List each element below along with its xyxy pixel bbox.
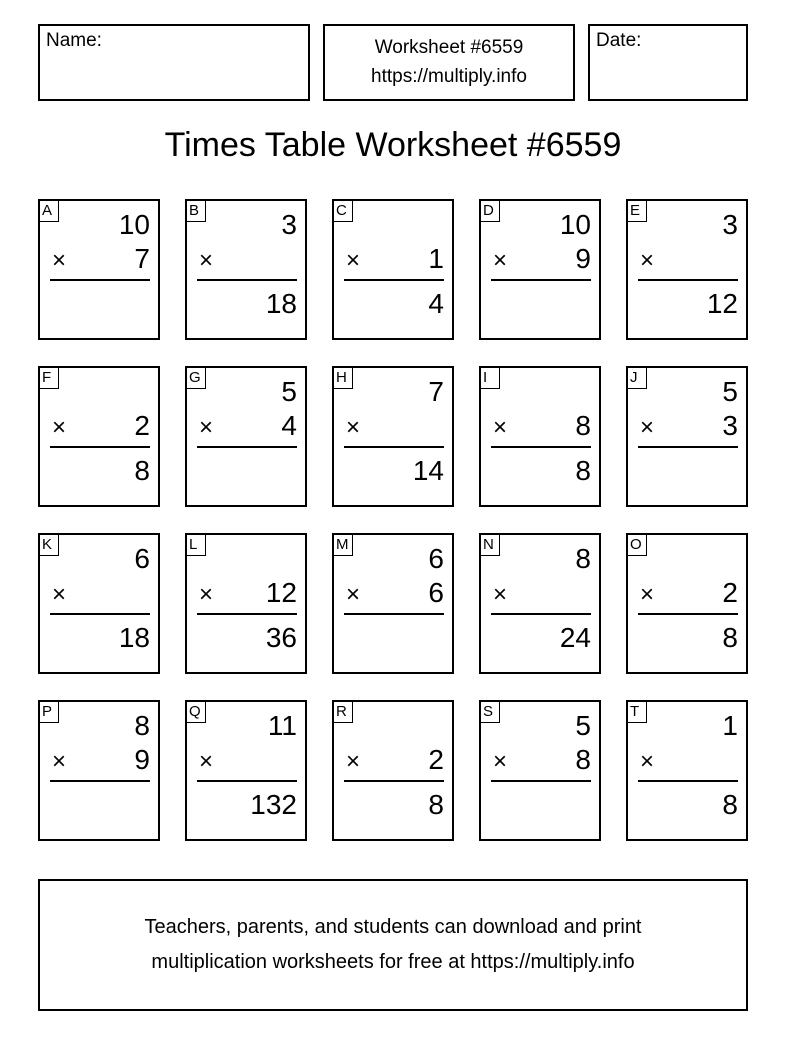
problem-card [626, 700, 748, 841]
problem-answer: 8 [575, 455, 591, 486]
answer-line [50, 780, 150, 782]
problem-letter: A [40, 201, 59, 222]
answer-line [197, 446, 297, 448]
problem-letter: G [187, 368, 206, 389]
answer-line [491, 780, 591, 782]
answer-line [50, 279, 150, 281]
problem-answer: 8 [428, 789, 444, 820]
problem-answer: 8 [134, 455, 150, 486]
times-symbol: × [640, 247, 655, 274]
worksheet-url: https://multiply.info [371, 66, 527, 87]
problem-middle-number: 6 [428, 577, 444, 608]
problem-card [332, 533, 454, 674]
problem-middle-number: 4 [281, 410, 297, 441]
problem-top-number: 5 [722, 376, 738, 407]
problem-letter: P [40, 702, 59, 723]
problem-answer: 8 [722, 789, 738, 820]
problem-top-number: 8 [134, 710, 150, 741]
problem-card [626, 199, 748, 340]
answer-line [344, 279, 444, 281]
answer-line [491, 613, 591, 615]
answer-line [638, 279, 738, 281]
problem-letter: K [40, 535, 59, 556]
problem-top-number: 6 [134, 543, 150, 574]
problem-letter: D [481, 201, 500, 222]
name-field-box [38, 24, 310, 101]
problem-letter: Q [187, 702, 206, 723]
problem-middle-number: 3 [722, 410, 738, 441]
problem-card [38, 533, 160, 674]
times-symbol: × [493, 581, 508, 608]
times-symbol: × [199, 247, 214, 274]
answer-line [344, 446, 444, 448]
times-symbol: × [346, 748, 361, 775]
problem-top-number: 5 [575, 710, 591, 741]
problem-middle-number: 2 [428, 744, 444, 775]
problem-card [38, 366, 160, 507]
times-symbol: × [493, 247, 508, 274]
problem-top-number: 10 [118, 209, 150, 240]
problem-answer: 12 [706, 288, 738, 319]
problem-letter: F [40, 368, 59, 389]
problem-answer: 14 [412, 455, 444, 486]
problem-letter: I [481, 368, 500, 389]
problem-answer: 24 [559, 622, 591, 653]
problem-middle-number: 9 [575, 243, 591, 274]
problem-top-number: 1 [722, 710, 738, 741]
problem-letter: O [628, 535, 647, 556]
worksheet-info-box [323, 24, 575, 101]
problem-top-number: 8 [575, 543, 591, 574]
answer-line [197, 613, 297, 615]
problem-top-number: 5 [281, 376, 297, 407]
times-symbol: × [346, 414, 361, 441]
times-symbol: × [52, 748, 67, 775]
answer-line [638, 613, 738, 615]
times-symbol: × [346, 247, 361, 274]
problem-middle-number: 1 [428, 243, 444, 274]
times-symbol: × [346, 581, 361, 608]
date-field-box [588, 24, 748, 101]
problem-middle-number: 2 [134, 410, 150, 441]
times-symbol: × [640, 581, 655, 608]
problem-card [38, 199, 160, 340]
problem-answer: 18 [118, 622, 150, 653]
problem-card [626, 366, 748, 507]
times-symbol: × [199, 748, 214, 775]
problem-answer: 36 [265, 622, 297, 653]
problem-answer: 4 [428, 288, 444, 319]
answer-line [197, 279, 297, 281]
problem-answer: 132 [250, 789, 297, 820]
problem-top-number: 3 [281, 209, 297, 240]
answer-line [50, 446, 150, 448]
problem-card [479, 366, 601, 507]
footer-box [38, 879, 748, 1011]
problem-middle-number: 12 [265, 577, 297, 608]
problem-middle-number: 9 [134, 744, 150, 775]
problem-card [479, 700, 601, 841]
problem-letter: N [481, 535, 500, 556]
problem-letter: L [187, 535, 206, 556]
problem-top-number: 6 [428, 543, 444, 574]
problem-middle-number: 2 [722, 577, 738, 608]
answer-line [638, 780, 738, 782]
problem-top-number: 11 [267, 710, 297, 741]
answer-line [197, 780, 297, 782]
problem-answer: 18 [265, 288, 297, 319]
times-symbol: × [640, 748, 655, 775]
answer-line [491, 446, 591, 448]
problem-middle-number: 8 [575, 410, 591, 441]
problem-card [185, 533, 307, 674]
times-symbol: × [52, 581, 67, 608]
problem-card [185, 366, 307, 507]
times-symbol: × [52, 247, 67, 274]
times-symbol: × [493, 748, 508, 775]
problem-card [479, 199, 601, 340]
problem-card [626, 533, 748, 674]
problem-answer: 8 [722, 622, 738, 653]
times-symbol: × [640, 414, 655, 441]
problem-letter: S [481, 702, 500, 723]
answer-line [344, 613, 444, 615]
footer-line-1: Teachers, parents, and students can download and print [144, 916, 642, 938]
problem-letter: M [334, 535, 353, 556]
answer-line [638, 446, 738, 448]
page-title: Times Table Worksheet #6559 [164, 126, 622, 164]
name-label: Name: [46, 30, 102, 51]
problem-middle-number: 8 [575, 744, 591, 775]
problem-letter: E [628, 201, 647, 222]
date-label: Date: [596, 30, 642, 51]
times-symbol: × [493, 414, 508, 441]
problem-card [185, 700, 307, 841]
problem-top-number: 7 [428, 376, 444, 407]
answer-line [50, 613, 150, 615]
worksheet-number: Worksheet #6559 [374, 37, 524, 58]
problem-letter: C [334, 201, 353, 222]
times-symbol: × [199, 414, 214, 441]
problem-card [332, 199, 454, 340]
footer-line-2: multiplication worksheets for free at https://multiply.info [151, 951, 635, 973]
problem-letter: R [334, 702, 353, 723]
problem-letter: B [187, 201, 206, 222]
problem-top-number: 10 [559, 209, 591, 240]
times-symbol: × [52, 414, 67, 441]
problem-letter: J [628, 368, 647, 389]
problem-middle-number: 7 [134, 243, 150, 274]
problem-card [479, 533, 601, 674]
times-symbol: × [199, 581, 214, 608]
problem-letter: T [628, 702, 647, 723]
problem-card [185, 199, 307, 340]
problem-top-number: 3 [722, 209, 738, 240]
problem-card [332, 366, 454, 507]
problem-letter: H [334, 368, 353, 389]
answer-line [491, 279, 591, 281]
answer-line [344, 780, 444, 782]
problem-card [38, 700, 160, 841]
problem-card [332, 700, 454, 841]
